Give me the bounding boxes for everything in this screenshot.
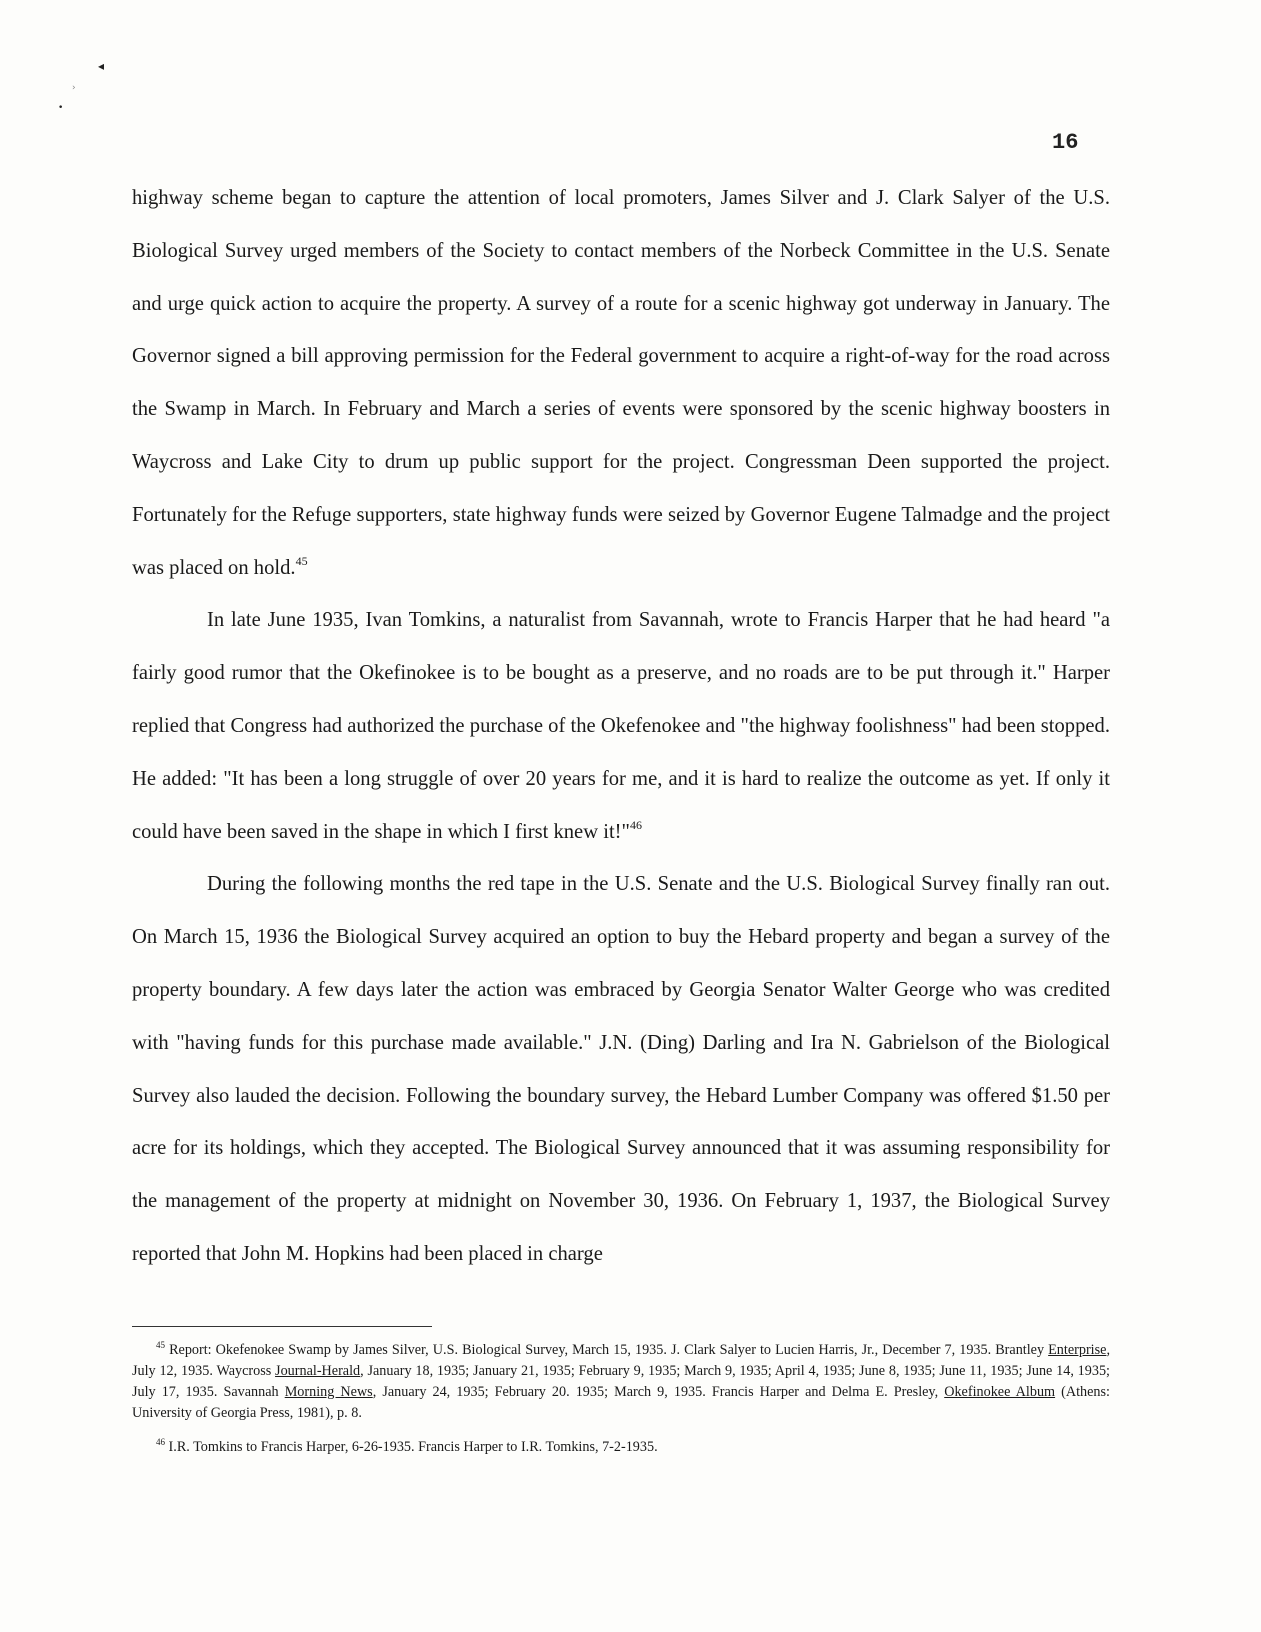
- footnote-ref: 46: [629, 817, 642, 832]
- footnote-number: 45: [156, 1340, 165, 1350]
- paragraph-text: highway scheme began to capture the attention of local promoters, James Silver and J. Clark Salyer of the U.S. Biological Survey urged members of the Society to contact members of the Norbeck Committee in the U.S. Senate and urge quick action to acquire the property. A survey of a route for a scenic highway got underway in January. The Governor signed a bill approving permission for the Federal government to acquire a right-of-way for the road across the Swamp in March. In February and March a series of events were sponsored by the scenic highway boosters in Waycross and Lake City to drum up public support for the project. Congressman Deen supported the project. Fortunately for the Refuge supporters, state highway funds were seized by Governor Eugene Talmadge and the project was placed on hold.: [132, 187, 1110, 579]
- body-text: [132, 172, 1110, 1281]
- footnote-text: Report: Okefenokee Swamp by James Silver, U.S. Biological Survey, March 15, 1935. J. Clark Salyer to Lucien Harris, Jr., December 7, 1935. Brantley: [169, 1342, 1049, 1358]
- footnotes: [132, 1340, 1110, 1471]
- footnote-divider: [132, 1326, 432, 1327]
- paragraph-text: In late June 1935, Ivan Tomkins, a naturalist from Savannah, wrote to Francis Harper that he had heard "a fairly good rumor that the Okefinokee is to be bought as a preserve, and no roads are to be put through it." Harper replied that Congress had authorized the purchase of the Okefenokee and "the highway foolishness" had been stopped. He added: "It has been a long struggle of over 20 years for me, and it is hard to realize the outcome as yet. If only it could have been saved in the shape in which I first knew it!": [132, 609, 1110, 843]
- footnote-46: [132, 1437, 1110, 1458]
- footnote-title: Okefinokee Album: [944, 1384, 1056, 1400]
- footnote-title: Morning News: [284, 1384, 373, 1400]
- footnote-title: Enterprise: [1048, 1342, 1107, 1358]
- footnote-text: , January 18, 1935; January 21, 1935; February 9, 1935; March 9, 1935; April 4, 1935; June 8, 1935; June 11, 1935; June 14, 1935; July 17, 1935. Savannah: [132, 1363, 1110, 1400]
- footnote-text: , July 12, 1935. Waycross: [132, 1342, 1110, 1379]
- paragraph-3: [132, 858, 1110, 1280]
- paragraph-2: [132, 594, 1110, 858]
- page-number: 16: [1052, 130, 1079, 155]
- footnote-45: [132, 1340, 1110, 1424]
- scan-speck-mark: •: [58, 103, 64, 113]
- footnote-title: Journal-Herald: [275, 1363, 361, 1379]
- paragraph-text: During the following months the red tape in the U.S. Senate and the U.S. Biological Survey finally ran out. On March 15, 1936 the Biological Survey acquired an option to buy the Hebard property and began a survey of the property boundary. A few days later the action was embraced by Georgia Senator Walter George who was credited with "having funds for this purchase made available." J.N. (Ding) Darling and Ira N. Gabrielson of the Biological Survey also lauded the decision. Following the boundary survey, the Hebard Lumber Company was offered $1.50 per acre for its holdings, which they accepted. The Biological Survey announced that it was assuming responsibility for the management of the property at midnight on November 30, 1936. On February 1, 1937, the Biological Survey reported that John M. Hopkins had been placed in charge: [132, 873, 1110, 1265]
- scan-speck-mark: ›: [72, 83, 76, 93]
- paragraph-1: [132, 172, 1110, 594]
- footnote-text: (Athens: University of Georgia Press, 1981), p. 8.: [132, 1384, 1110, 1421]
- footnote-text: , January 24, 1935; February 20. 1935; March 9, 1935. Francis Harper and Delma E. Presley,: [372, 1384, 945, 1400]
- footnote-number: 46: [156, 1437, 165, 1447]
- footnote-text: I.R. Tomkins to Francis Harper, 6-26-1935. Francis Harper to I.R. Tomkins, 7-2-1935.: [168, 1439, 658, 1455]
- scan-speck-mark: ◂: [98, 59, 105, 73]
- footnote-ref: 45: [295, 553, 308, 568]
